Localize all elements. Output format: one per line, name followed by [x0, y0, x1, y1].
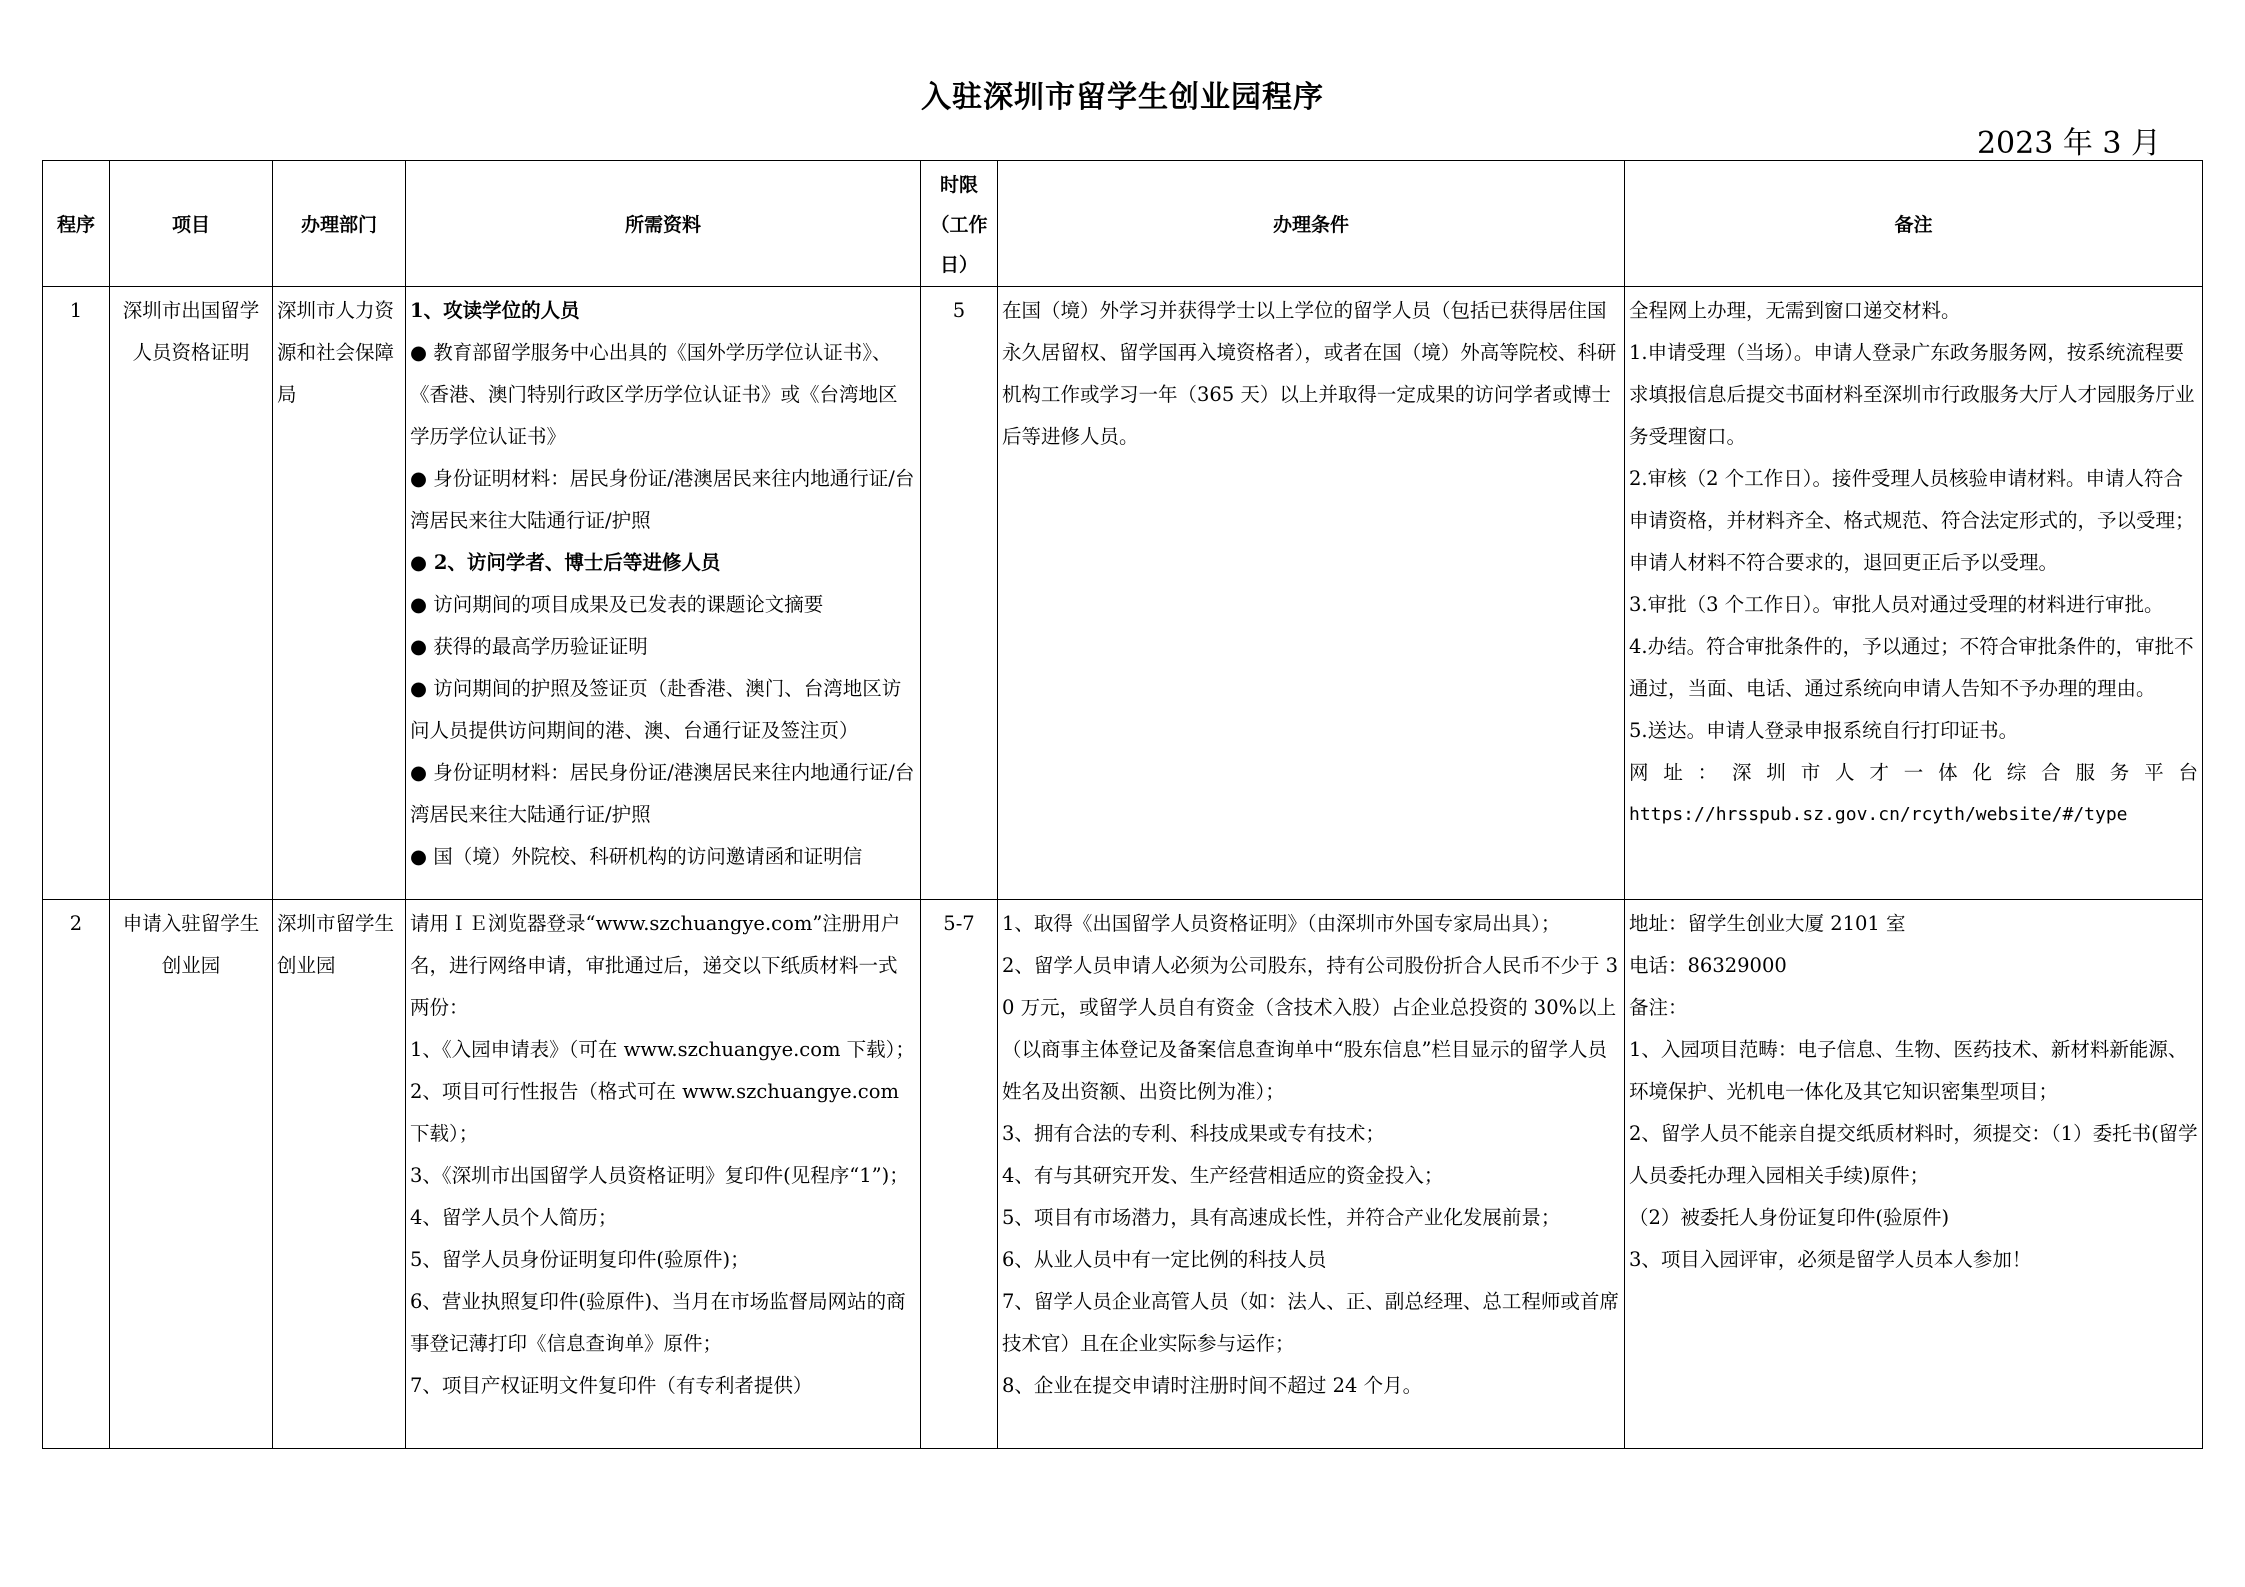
condition-item: 8、企业在提交申请时注册时间不超过 24 个月。 — [1002, 1374, 1423, 1397]
row1-limit: 5 — [921, 287, 998, 900]
material-item: ● 访问期间的护照及签证页（赴香港、澳门、台湾地区访问人员提供访问期间的港、澳、台通行证及签注页） — [410, 668, 916, 752]
row1-conditions: 在国（境）外学习并获得学士以上学位的留学人员（包括已获得居住国永久居留权、留学国再入境资格者），或者在国（境）外高等院校、科研机构工作或学习一年（365 天）以上并取得一定成果的访问学者或博士后等进修人员。 — [998, 287, 1625, 900]
condition-item: 4、有与其研究开发、生产经营相适应的资金投入； — [1002, 1164, 1444, 1187]
material-item: 3、《深圳市出国留学人员资格证明》复印件(见程序“1”)； — [410, 1164, 909, 1187]
website-label: 网址：深圳市人才一体化综合服务平台 — [1629, 761, 2198, 784]
row2-limit: 5-7 — [921, 900, 998, 1449]
page-title: 入驻深圳市留学生创业园程序 — [921, 80, 1324, 115]
header-limit-line1: 时限 — [939, 174, 978, 196]
header-limit — [921, 161, 998, 287]
note-item: 5.送达。申请人登录申报系统自行打印证书。 — [1629, 719, 2019, 742]
material-item: 2、项目可行性报告（格式可在 www.szchuangye.com 下载）； — [410, 1080, 899, 1145]
row2-conditions — [998, 900, 1625, 1449]
note-item: 4.办结。符合审批条件的，予以通过；不符合审批条件的，审批不通过，当面、电话、通过系统向申请人告知不予办理的理由。 — [1629, 635, 2194, 700]
note-item: 地址：留学生创业大厦 2101 室 — [1629, 912, 1906, 935]
condition-item: 6、从业人员中有一定比例的科技人员 — [1002, 1248, 1327, 1271]
material-item: ● 国（境）外院校、科研机构的访问邀请函和证明信 — [410, 836, 916, 878]
header-limit-line2: （工作 — [930, 214, 988, 236]
row1-step: 1 — [43, 287, 110, 900]
note-item: 1.申请受理（当场）。申请人登录广东政务服务网，按系统流程要求填报信息后提交书面材料至深圳市行政服务大厅人才园服务厅业务受理窗口。 — [1629, 341, 2195, 448]
table-row — [43, 287, 2203, 900]
row1-item: 深圳市出国留学人员资格证明 — [110, 287, 273, 900]
document-date: 2023 年 3 月 — [1976, 126, 2161, 161]
row2-notes — [1625, 900, 2203, 1449]
material-item: 7、项目产权证明文件复印件（有专利者提供） — [410, 1374, 813, 1397]
material-item: 5、留学人员身份证明复印件(验原件)； — [410, 1248, 750, 1271]
note-item: 3、项目入园评审，必须是留学人员本人参加！ — [1629, 1248, 2032, 1271]
row1-materials — [406, 287, 921, 900]
material-item: ● 身份证明材料：居民身份证/港澳居民来往内地通行证/台湾居民来往大陆通行证/护照 — [410, 458, 916, 542]
header-step: 程序 — [43, 161, 110, 287]
table-row — [43, 900, 2203, 1449]
header-limit-line3: 日） — [939, 254, 978, 276]
material-item: ● 身份证明材料：居民身份证/港澳居民来往内地通行证/台湾居民来往大陆通行证/护照 — [410, 752, 916, 836]
condition-item: 1、取得《出国留学人员资格证明》（由深圳市外国专家局出具）； — [1002, 912, 1561, 935]
material-item: ● 获得的最高学历验证证明 — [410, 626, 916, 668]
row2-item: 申请入驻留学生创业园 — [110, 900, 273, 1449]
note-item: 全程网上办理，无需到窗口递交材料。 — [1629, 299, 1961, 322]
note-item: （2）被委托人身份证复印件(验原件) — [1629, 1206, 1950, 1229]
note-item: 2、留学人员不能亲自提交纸质材料时，须提交：（1）委托书(留学人员委托办理入园相关手续)原件； — [1629, 1122, 2198, 1187]
header-materials: 所需资料 — [406, 161, 921, 287]
material-item: 1、《入园申请表》（可在 www.szchuangye.com 下载）； — [410, 1038, 915, 1061]
condition-item: 2、留学人员申请人必须为公司股东，持有公司股份折合人民币不少于 30 万元，或留学人员自有资金（含技术入股）占企业总投资的 30%以上（以商事主体登记及备案信息查询单中“股东信息”栏目显示的留学人员姓名及出资额、出资比例为准）； — [1002, 954, 1619, 1103]
row1-notes — [1625, 287, 2203, 900]
material-heading: ● 2、访问学者、博士后等进修人员 — [410, 542, 916, 584]
table-header-row — [43, 161, 2203, 287]
material-item: ● 访问期间的项目成果及已发表的课题论文摘要 — [410, 584, 916, 626]
row2-step: 2 — [43, 900, 110, 1449]
website-url[interactable]: https://hrsspub.sz.gov.cn/rcyth/website/#/type — [1629, 804, 2128, 825]
note-item: 2.审核（2 个工作日）。接件受理人员核验申请材料。申请人符合申请资格，并材料齐全、格式规范、符合法定形式的，予以受理；申请人材料不符合要求的，退回更正后予以受理。 — [1629, 467, 2195, 574]
material-heading: 1、攻读学位的人员 — [410, 299, 580, 322]
condition-item: 3、拥有合法的专利、科技成果或专有技术； — [1002, 1122, 1385, 1145]
row2-dept: 深圳市留学生创业园 — [273, 900, 406, 1449]
note-item: 备注： — [1629, 996, 1688, 1019]
material-item: 请用ＩＥ浏览器登录“www.szchuangye.com”注册用户名，进行网络申请，审批通过后，递交以下纸质材料一式两份： — [410, 912, 901, 1019]
procedure-table — [42, 160, 2203, 1449]
header-item: 项目 — [110, 161, 273, 287]
condition-item: 5、项目有市场潜力，具有高速成长性，并符合产业化发展前景； — [1002, 1206, 1561, 1229]
material-item: ● 教育部留学服务中心出具的《国外学历学位认证书》、《香港、澳门特别行政区学历学位认证书》或《台湾地区学历学位认证书》 — [410, 332, 916, 458]
row2-materials — [406, 900, 921, 1449]
material-item: 6、营业执照复印件(验原件)、当月在市场监督局网站的商事登记薄打印《信息查询单》原件； — [410, 1290, 906, 1355]
note-item: 3.审批（3 个工作日）。审批人员对通过受理的材料进行审批。 — [1629, 593, 2164, 616]
note-item: 电话：86329000 — [1629, 954, 1787, 977]
material-item: 4、留学人员个人简历； — [410, 1206, 618, 1229]
header-conditions: 办理条件 — [998, 161, 1625, 287]
condition-item: 7、留学人员企业高管人员（如：法人、正、副总经理、总工程师或首席技术官）且在企业实际参与运作； — [1002, 1290, 1619, 1355]
header-dept: 办理部门 — [273, 161, 406, 287]
row1-dept: 深圳市人力资源和社会保障局 — [273, 287, 406, 900]
note-item: 1、入园项目范畴：电子信息、生物、医药技术、新材料新能源、环境保护、光机电一体化及其它知识密集型项目； — [1629, 1038, 2188, 1103]
header-notes: 备注 — [1625, 161, 2203, 287]
